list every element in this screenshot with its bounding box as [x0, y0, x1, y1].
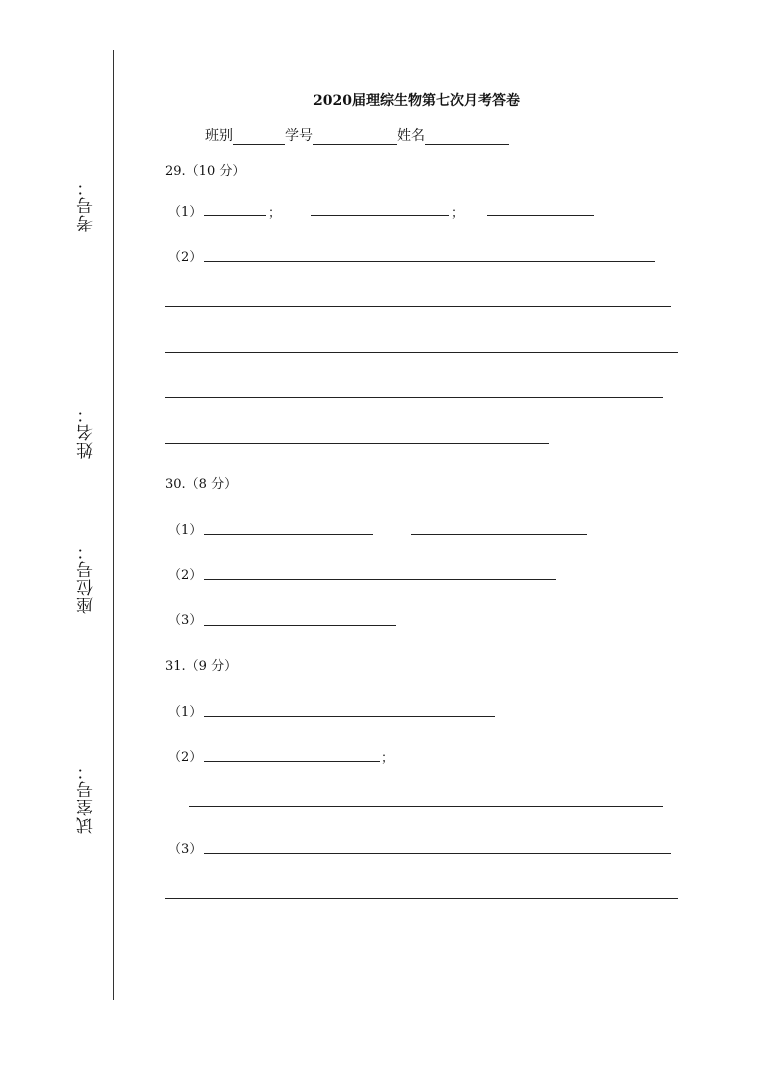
q31-heading: 31.（9 分）	[165, 659, 238, 674]
q29-part1-blank-c[interactable]	[487, 215, 594, 216]
q31-part2-label: （2）	[168, 750, 203, 765]
student-name-label: 姓名	[397, 128, 425, 144]
q30-heading: 30.（8 分）	[165, 477, 238, 492]
q30-part1-blank-a[interactable]	[204, 534, 373, 535]
q30-part1-blank-b[interactable]	[411, 534, 587, 535]
student-number-label: 学号	[285, 128, 313, 144]
q29-heading: 29.（10 分）	[165, 164, 246, 179]
q31-part3-answer-line[interactable]	[204, 853, 671, 854]
q30-part1-label: （1）	[168, 523, 203, 538]
q31-part2-blank[interactable]	[204, 761, 380, 762]
class-label: 班别	[205, 128, 233, 144]
q29-part1-blank-b[interactable]	[311, 215, 449, 216]
q31-answer-line[interactable]	[165, 898, 678, 899]
q29-part2-label: （2）	[168, 250, 203, 265]
q31-part2-answer-line[interactable]	[189, 806, 663, 807]
student-number-blank[interactable]	[313, 130, 397, 145]
margin-seat-label: 座位号：	[77, 542, 97, 614]
q29-part1-blank-a[interactable]	[204, 215, 266, 216]
q30-part3-answer-line[interactable]	[204, 625, 396, 626]
q29-semicolon-b: ；	[451, 206, 465, 221]
student-info-row	[205, 125, 509, 145]
q29-answer-line[interactable]	[165, 443, 549, 444]
q30-part3-label: （3）	[168, 613, 203, 628]
page-title: 2020届理综生物第七次月考答卷	[313, 93, 520, 109]
q29-answer-line[interactable]	[165, 306, 671, 307]
margin-room-label: 试室号：	[77, 762, 97, 834]
q30-part2-label: （2）	[168, 568, 203, 583]
margin-exam-number-label: 考号：	[77, 178, 97, 232]
q29-part1-label: （1）	[168, 205, 203, 220]
q31-part1-label: （1）	[168, 705, 203, 720]
margin-name-label: 姓名：	[77, 405, 97, 459]
q30-part2-answer-line[interactable]	[204, 579, 556, 580]
q29-answer-line[interactable]	[165, 352, 678, 353]
q31-part1-answer-line[interactable]	[204, 716, 495, 717]
q31-part3-label: （3）	[168, 842, 203, 857]
q29-semicolon-a: ；	[268, 206, 282, 221]
q31-semicolon: ；	[381, 751, 395, 766]
class-blank[interactable]	[233, 130, 285, 145]
q29-answer-line[interactable]	[165, 397, 663, 398]
q29-part2-answer-line[interactable]	[204, 261, 655, 262]
student-name-blank[interactable]	[425, 130, 509, 145]
